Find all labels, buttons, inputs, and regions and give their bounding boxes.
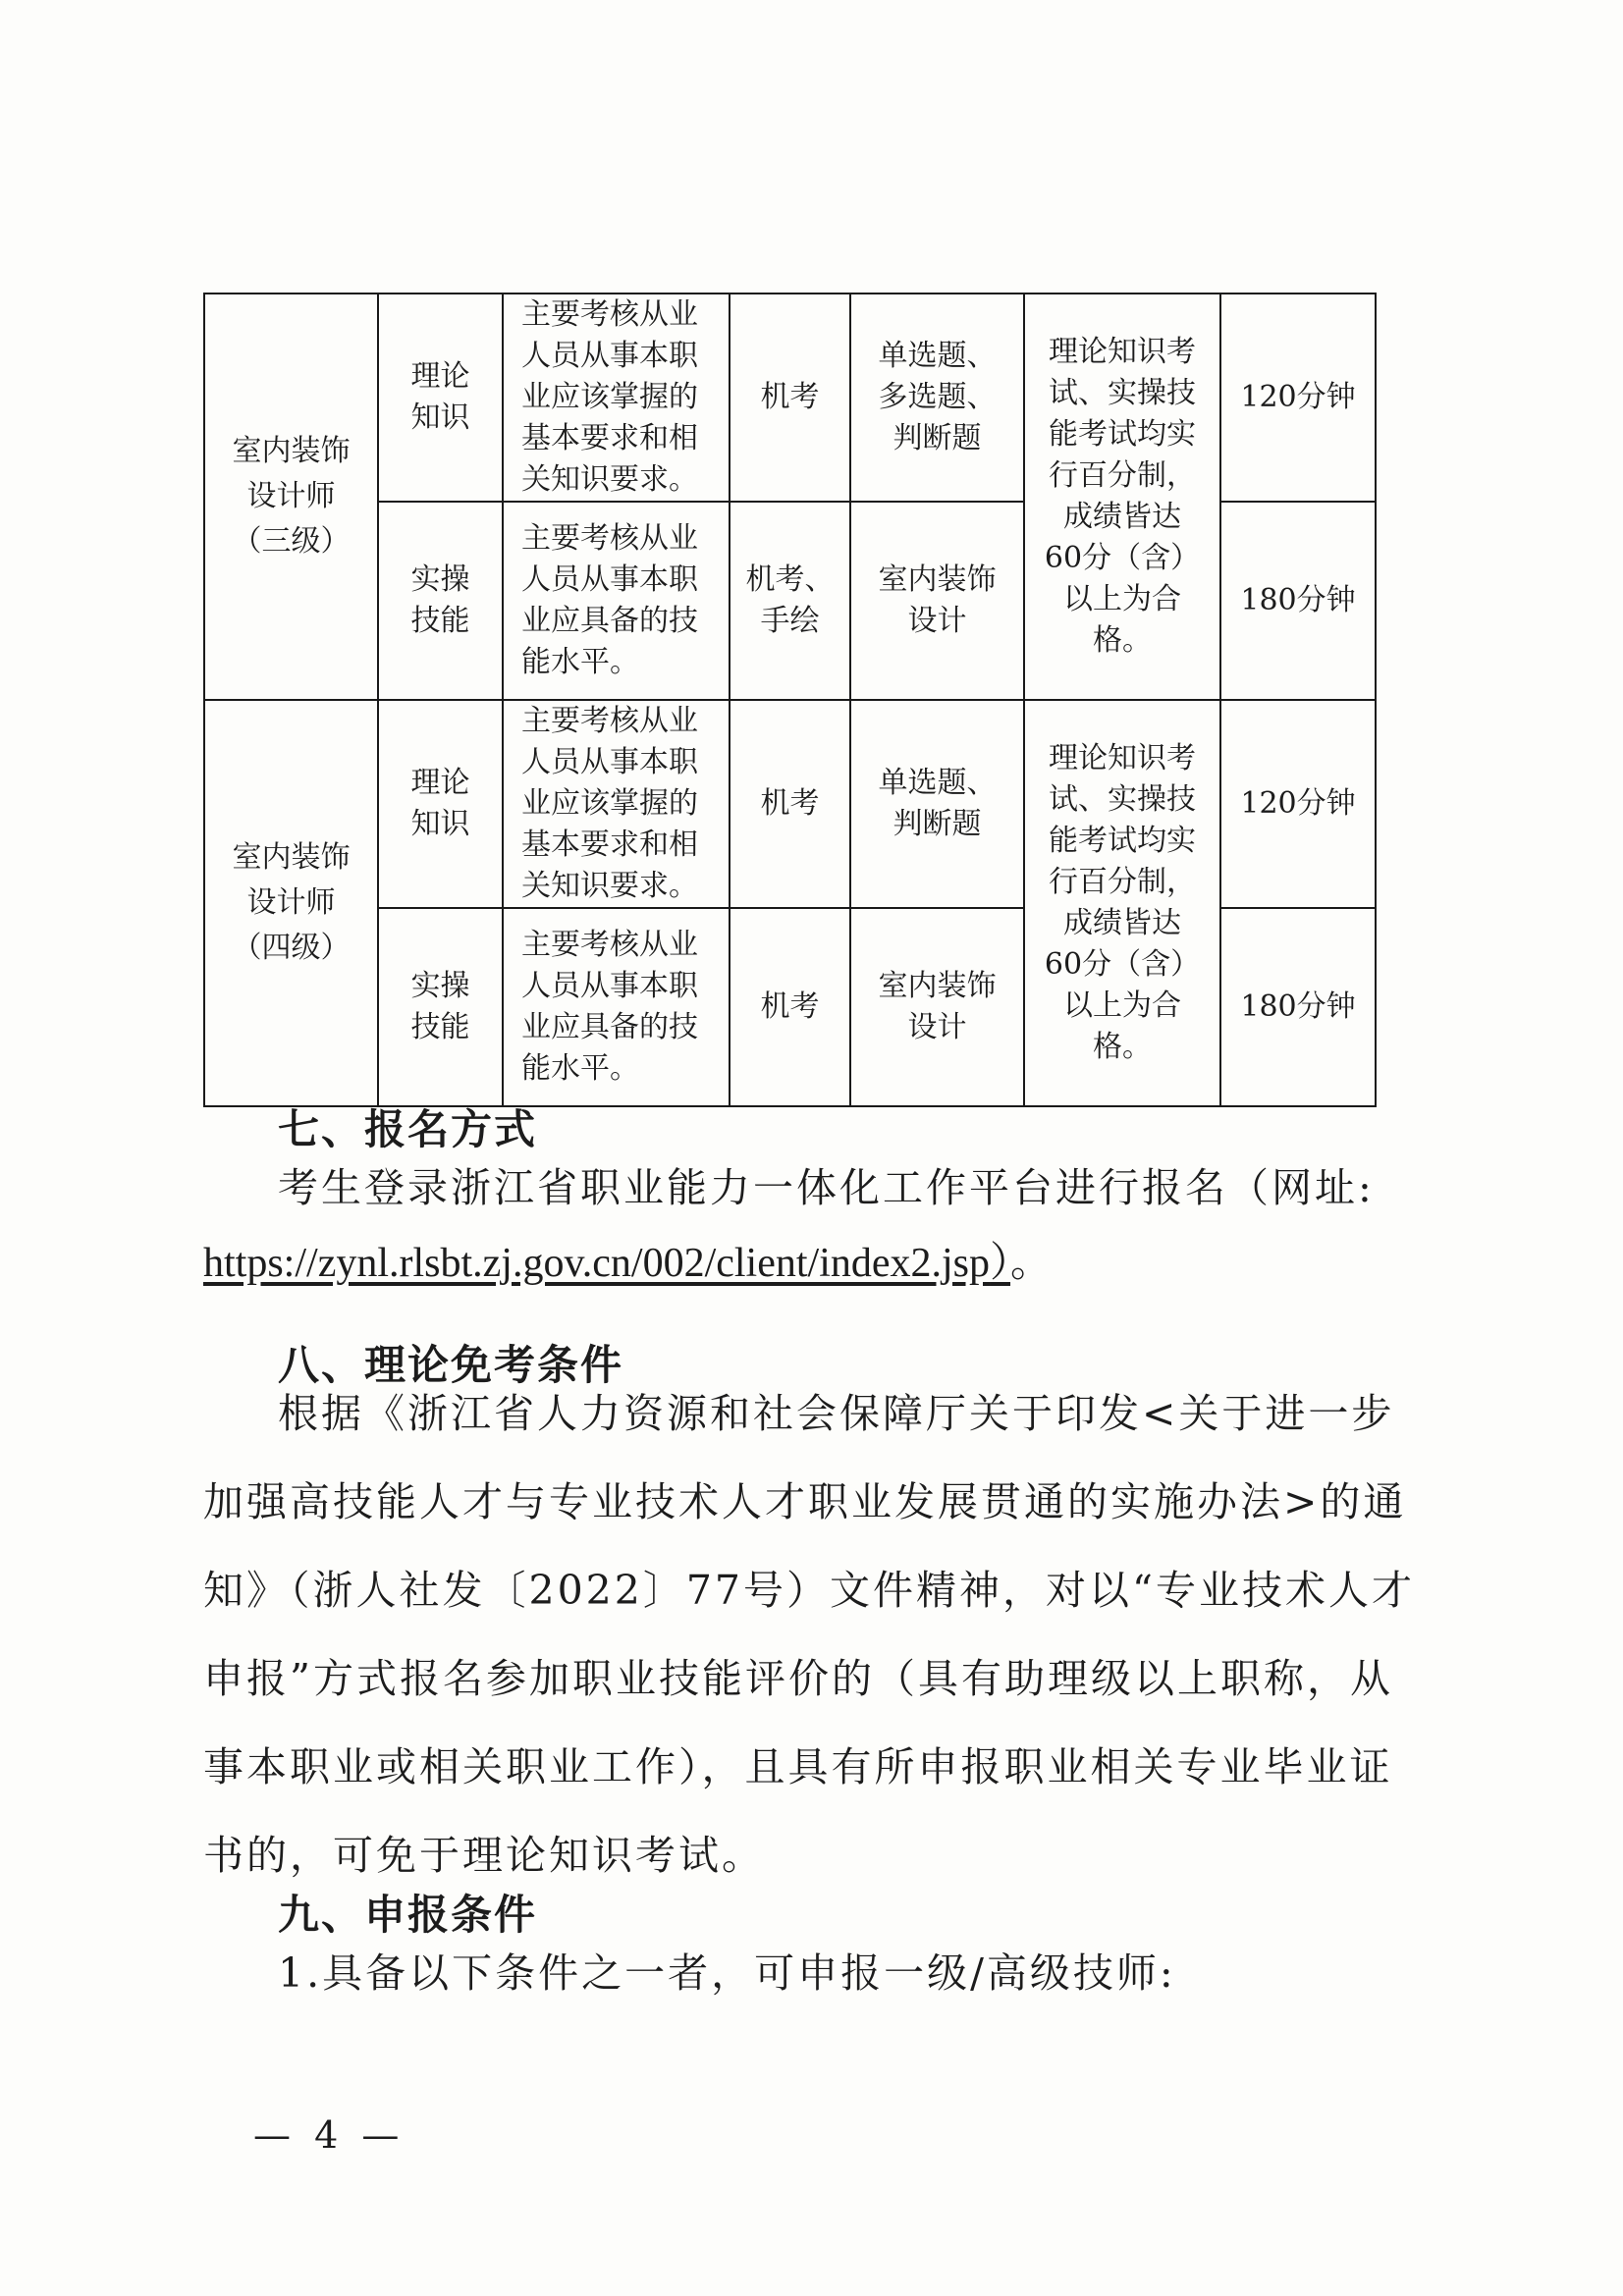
subject-line: 技能	[410, 604, 470, 638]
section-8-paragraph	[203, 1369, 1421, 1899]
content-line: 人员从事本职	[521, 969, 698, 1003]
subject-line: 实操	[410, 562, 470, 597]
occupation-cell	[204, 700, 378, 1106]
method-line: 机考	[760, 989, 820, 1024]
content-line: 业应具备的技	[521, 604, 698, 638]
occupation-line: 设计师	[246, 885, 336, 920]
content-line: 关知识要求。	[521, 869, 698, 903]
question-type-line: 判断题	[893, 807, 982, 841]
content-line: 关知识要求。	[521, 462, 698, 497]
content-cell	[503, 502, 730, 700]
method-line: 手绘	[760, 604, 820, 638]
scoring-cell	[1024, 700, 1220, 1106]
section-9-heading: 九、申报条件	[278, 1891, 538, 1939]
scoring-line: 能考试均实	[1049, 417, 1196, 452]
question-type-cell	[850, 908, 1024, 1106]
method-line: 机考	[760, 786, 820, 821]
section-8-line-4: 申报”方式报名参加职业技能评价的（具有助理级以上职称，从	[203, 1655, 1393, 1702]
section-8-line-3: 知》（浙人社发〔2022〕77号）文件精神，对以“专业技术人才	[203, 1567, 1415, 1614]
content-line: 人员从事本职	[521, 745, 698, 779]
content-line: 能水平。	[521, 1051, 639, 1086]
question-type-line: 判断题	[893, 421, 982, 455]
question-type-line: 单选题、	[878, 339, 997, 373]
scoring-line: 60分（含）	[1044, 541, 1201, 575]
section-8-line-5: 事本职业或相关职业工作），且具有所申报职业相关专业毕业证	[203, 1743, 1393, 1790]
subject-cell	[378, 294, 503, 502]
scoring-line: 以上为合	[1063, 988, 1181, 1023]
method-line: 机考、	[745, 562, 835, 597]
scoring-line: 格。	[1093, 623, 1152, 658]
content-line: 人员从事本职	[521, 562, 698, 597]
scoring-line: 理论知识考	[1049, 741, 1196, 775]
content-cell	[503, 908, 730, 1106]
content-line: 主要考核从业	[521, 297, 698, 332]
duration-cell: 180分钟	[1220, 908, 1376, 1106]
question-type-line: 多选题、	[878, 380, 997, 414]
subject-cell	[378, 700, 503, 908]
subject-line: 理论	[410, 359, 470, 394]
content-line: 主要考核从业	[521, 928, 698, 962]
exam-table-body	[204, 294, 1376, 1106]
content-line: 人员从事本职	[521, 339, 698, 373]
registration-url-suffix: ）	[990, 1241, 1011, 1286]
registration-url[interactable]: https://zynl.rlsbt.zj.gov.cn/002/client/index2.jsp	[203, 1241, 991, 1286]
question-type-cell	[850, 700, 1024, 908]
subject-line: 实操	[410, 969, 470, 1003]
occupation-line: 室内装饰	[232, 434, 351, 468]
question-type-line: 单选题、	[878, 766, 997, 800]
scoring-cell	[1024, 294, 1220, 700]
method-line: 机考	[760, 380, 820, 414]
occupation-line: 设计师	[246, 479, 336, 513]
section-8-line-2: 加强高技能人才与专业技术人才职业发展贯通的实施办法>的通	[203, 1478, 1407, 1525]
occupation-line: 室内装饰	[232, 840, 351, 875]
content-cell	[503, 700, 730, 908]
scoring-line: 行百分制，	[1049, 458, 1196, 493]
content-line: 基本要求和相	[521, 828, 698, 862]
section-8-line-1: 根据《浙江省人力资源和社会保障厅关于印发<关于进一步	[278, 1390, 1395, 1437]
scoring-line: 试、实操技	[1049, 782, 1196, 817]
scoring-line: 成绩皆达	[1063, 906, 1181, 940]
method-cell	[730, 700, 850, 908]
question-type-line: 设计	[907, 1010, 967, 1044]
scoring-line: 以上为合	[1063, 582, 1181, 616]
subject-cell	[378, 502, 503, 700]
subject-line: 知识	[410, 807, 470, 841]
content-line: 业应具备的技	[521, 1010, 698, 1044]
occupation-cell	[204, 294, 378, 700]
question-type-cell	[850, 294, 1024, 502]
subject-line: 知识	[410, 400, 470, 435]
content-line: 基本要求和相	[521, 421, 698, 455]
method-cell	[730, 908, 850, 1106]
content-line: 能水平。	[521, 645, 639, 679]
subject-line: 理论	[410, 766, 470, 800]
occupation-line: （三级）	[232, 524, 351, 559]
section-8-line-6: 书的，可免于理论知识考试。	[203, 1832, 765, 1879]
registration-url-end: 。	[1010, 1241, 1053, 1286]
subject-line: 技能	[410, 1010, 470, 1044]
duration-cell: 180分钟	[1220, 502, 1376, 700]
content-line: 业应该掌握的	[521, 786, 698, 821]
scoring-line: 60分（含）	[1044, 947, 1201, 982]
content-cell	[503, 294, 730, 502]
question-type-line: 设计	[907, 604, 967, 638]
section-8-heading: 八、理论免考条件	[278, 1341, 624, 1389]
table-row	[204, 700, 1376, 908]
method-cell	[730, 294, 850, 502]
content-line: 业应该掌握的	[521, 380, 698, 414]
scoring-line: 试、实操技	[1049, 376, 1196, 410]
registration-url-link[interactable]	[203, 1241, 1010, 1286]
registration-url-line	[203, 1230, 1052, 1289]
table-row	[204, 294, 1376, 502]
duration-cell: 120分钟	[1220, 294, 1376, 502]
scoring-line: 行百分制，	[1049, 865, 1196, 899]
scoring-line: 格。	[1093, 1030, 1152, 1064]
section-7-heading: 七、报名方式	[278, 1105, 538, 1153]
scoring-line: 理论知识考	[1049, 335, 1196, 369]
question-type-line: 室内装饰	[878, 969, 997, 1003]
occupation-line: （四级）	[232, 931, 351, 965]
method-cell	[730, 502, 850, 700]
scoring-line: 成绩皆达	[1063, 500, 1181, 534]
content-line: 主要考核从业	[521, 704, 698, 738]
section-9-item-1: 1.具备以下条件之一者，可申报一级/高级技师:	[278, 1949, 1176, 1997]
exam-table	[203, 293, 1377, 1107]
duration-cell: 120分钟	[1220, 700, 1376, 908]
page-number: — 4 —	[253, 2113, 406, 2157]
question-type-cell	[850, 502, 1024, 700]
scoring-line: 能考试均实	[1049, 824, 1196, 858]
question-type-line: 室内装饰	[878, 562, 997, 597]
content-line: 主要考核从业	[521, 521, 698, 556]
section-7-text: 考生登录浙江省职业能力一体化工作平台进行报名（网址:	[278, 1164, 1375, 1211]
subject-cell	[378, 908, 503, 1106]
